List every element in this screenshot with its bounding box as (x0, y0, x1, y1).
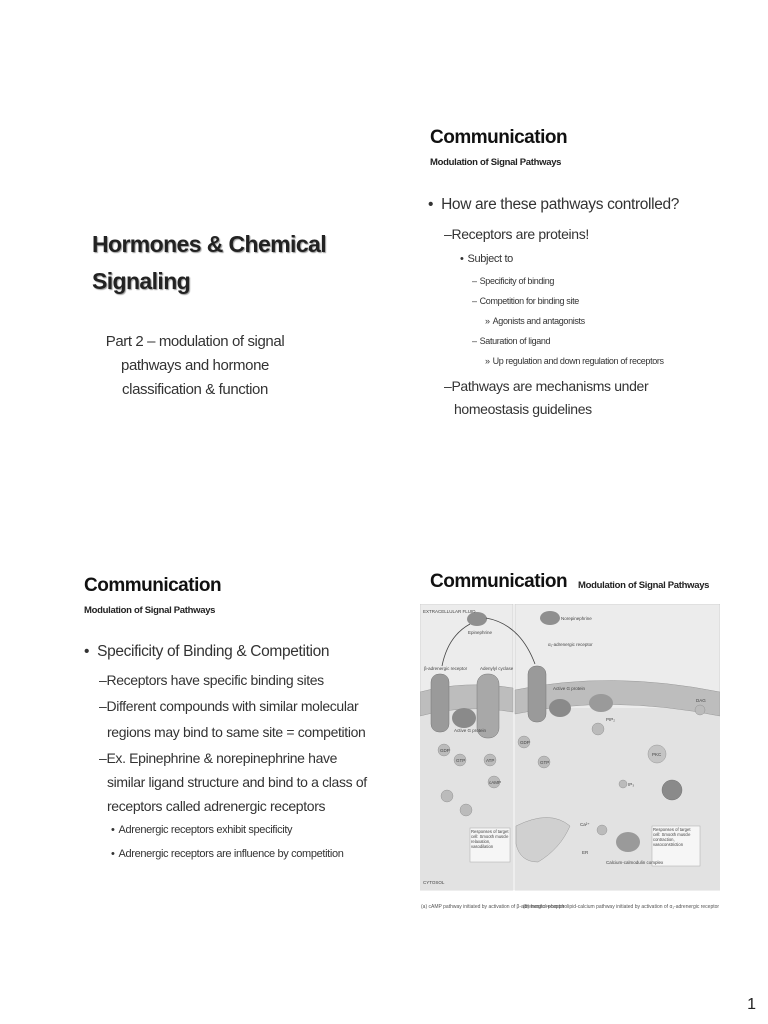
subtitle-line: pathways and hormone (121, 357, 269, 374)
list-item (454, 401, 592, 417)
subtitle-line: Part 2 – modulation of signal (105, 333, 285, 350)
camp-label: cAMP (489, 780, 502, 785)
title-line: Signaling (92, 268, 191, 294)
extracellular-label: EXTRACELLULAR FLUID (423, 609, 476, 614)
g-protein-a-shape (452, 708, 476, 728)
response-a-label: Responses of target cell: Smooth muscle relaxation, vasodilation (471, 829, 509, 849)
slide-heading: Communication (430, 571, 568, 592)
bullet-mark: – (472, 296, 477, 306)
pip2-shape (592, 723, 604, 735)
slide-title-heading (92, 226, 342, 300)
bullet-mark: • (84, 643, 90, 660)
calmodulin-label: Calcium-calmodulin complex (606, 860, 664, 865)
list-item (111, 824, 292, 836)
list-item (107, 798, 325, 814)
gdp-b-label: GDP (520, 740, 530, 745)
ip3-label: IP₃ (628, 782, 635, 787)
figure-caption-a: (a) cAMP pathway initiated by activation of β-adrenergic receptor (421, 904, 565, 910)
list-item (107, 724, 365, 740)
dag-label: DAG (696, 698, 706, 703)
bullet-text: Adrenergic receptors exhibit specificity (118, 824, 293, 836)
slide-subtitle (100, 330, 290, 402)
bullet-text: Agonists and antagonists (492, 316, 585, 326)
g-protein-a-label: Active G protein (454, 728, 487, 733)
slide-heading: Communication (84, 575, 222, 596)
bullet-text: homeostasis guidelines (454, 401, 592, 417)
atp-label: ATP (486, 758, 495, 763)
slide-heading: Communication (430, 127, 568, 148)
list-item (472, 276, 554, 286)
bullet-text: Competition for binding site (479, 296, 579, 306)
ip3-shape (619, 780, 627, 788)
cytosol-label: CYTOSOL (423, 880, 445, 885)
norepinephrine-label: Norepinephrine (561, 616, 592, 621)
beta-receptor-shape (431, 674, 449, 732)
slide-title (0, 0, 384, 512)
pkc-active-shape (662, 780, 682, 800)
slide-subheading: Modulation of Signal Pathways (430, 157, 562, 168)
list-item (444, 226, 589, 242)
list-item (444, 378, 648, 394)
bullet-mark: • (111, 824, 115, 836)
bullet-text: Adrenergic receptors are influence by competition (118, 848, 344, 860)
beta-receptor-label: β-adrenergic receptor (424, 666, 468, 671)
list-item (428, 196, 679, 214)
list-item (99, 672, 324, 688)
pkc-label: PKC (652, 752, 662, 757)
bullet-mark: – (99, 698, 107, 714)
alpha-receptor-shape (528, 666, 546, 722)
list-item (472, 296, 579, 306)
bullet-text: receptors called adrenergic receptors (107, 798, 326, 814)
bullet-text: Ex. Epinephrine & norepinephrine have (106, 750, 338, 766)
bullet-text: Pathways are mechanisms under (451, 378, 649, 394)
gdp-a-label: GDP (440, 748, 450, 753)
signal-pathway-figure (420, 604, 720, 894)
dag-shape (695, 705, 705, 715)
cytosol-a (420, 708, 513, 890)
gtp-c-shape (460, 804, 472, 816)
list-item (485, 356, 664, 366)
ca-shape (597, 825, 607, 835)
bullet-text: Specificity of binding (479, 276, 555, 286)
bullet-mark: – (444, 378, 452, 394)
er-label: ER (582, 850, 589, 855)
bullet-text: Up regulation and down regulation of receptors (492, 356, 664, 366)
gtp-b-label: GTP (540, 760, 550, 765)
bullet-mark: » (485, 316, 490, 326)
list-item (107, 774, 367, 790)
gtp-a-label: GTP (456, 758, 466, 763)
plc-shape (589, 694, 613, 712)
slide-subheading: Modulation of Signal Pathways (578, 580, 710, 591)
title-line: Hormones & Chemical (92, 231, 326, 257)
bullet-text: regions may bind to same site = competition (107, 724, 366, 740)
bullet-text: How are these pathways controlled? (441, 196, 680, 213)
slide-specificity (0, 512, 384, 1024)
bullet-mark: • (460, 253, 464, 265)
figure-caption-b: (b) Inositol-phospholipid-calcium pathway initiated by activation of α₁-adrenergic receptor (523, 904, 720, 910)
bullet-mark: – (99, 672, 107, 688)
list-item (111, 848, 344, 860)
response-a-text (471, 829, 509, 861)
calmodulin-shape (616, 832, 640, 852)
slide-subheading: Modulation of Signal Pathways (84, 605, 216, 616)
bullet-text: Subject to (467, 253, 513, 265)
bullet-mark: » (485, 356, 490, 366)
epinephrine-shape (467, 612, 487, 626)
subtitle-line: classification & function (122, 381, 268, 398)
pip2-label: PIP₂ (606, 717, 615, 722)
bullet-mark: – (444, 226, 452, 242)
alpha-receptor-label: α₁-adrenergic receptor (548, 642, 593, 647)
bullet-text: similar ligand structure and bind to a class of (107, 774, 367, 790)
gdp-c-shape (441, 790, 453, 802)
response-b-label: Responses of target cell: Smooth muscle contraction, vasoconstriction (653, 827, 691, 847)
bullet-text: Specificity of Binding & Competition (97, 643, 330, 660)
bullet-text: Receptors have specific binding sites (106, 672, 324, 688)
list-item (460, 253, 513, 265)
bullet-mark: – (472, 276, 477, 286)
list-item (99, 698, 358, 714)
bullet-mark: • (111, 848, 115, 860)
slide-modulation-controls (384, 0, 768, 512)
list-item (485, 316, 585, 326)
bullet-text: Different compounds with similar molecular (106, 698, 359, 714)
list-item (84, 643, 329, 661)
bullet-mark: – (99, 750, 107, 766)
norepinephrine-shape (540, 611, 560, 625)
list-item (99, 750, 337, 766)
response-b-text (653, 827, 699, 865)
g-protein-b-label: Active G protein (553, 686, 586, 691)
page-number: 1 (747, 996, 756, 1013)
epinephrine-label: Epinephrine (468, 630, 493, 635)
list-item (472, 336, 550, 346)
bullet-text: Saturation of ligand (479, 336, 551, 346)
adenylyl-cyclase-label: Adenylyl cyclase (480, 666, 514, 671)
bullet-mark: • (428, 196, 434, 213)
ca-label: Ca²⁺ (580, 822, 590, 827)
bullet-mark: – (472, 336, 477, 346)
bullet-text: Receptors are proteins! (451, 226, 589, 242)
g-protein-b-shape (549, 699, 571, 717)
